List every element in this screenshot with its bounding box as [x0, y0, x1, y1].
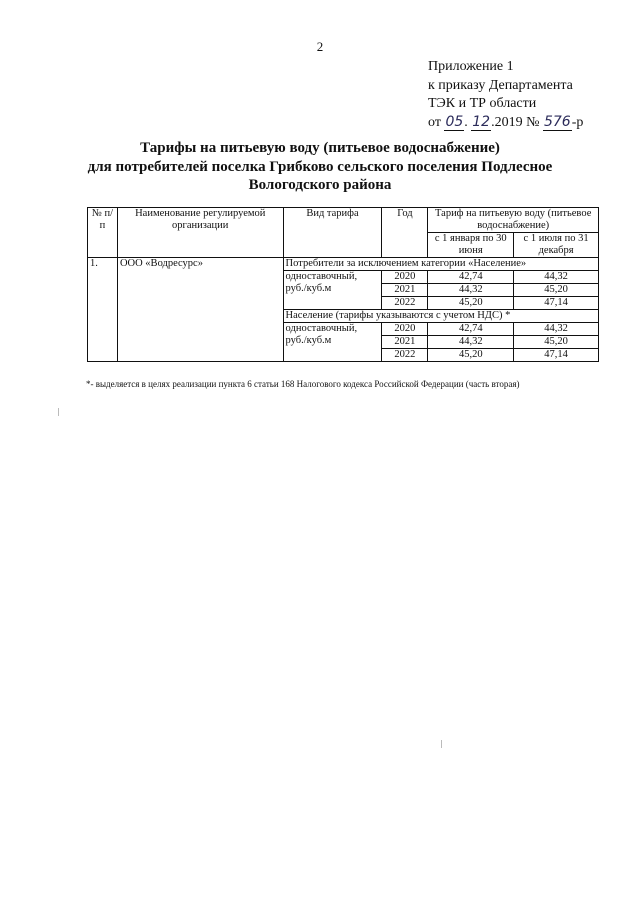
table-row [88, 258, 599, 271]
title-line-1: Тарифы на питьевую воду (питьевое водоснабжение) [140, 140, 500, 156]
tariff-table [87, 207, 599, 362]
value-cell: 45,20 [514, 284, 599, 297]
page-number: 2 [316, 39, 324, 54]
year-cell: 2020 [382, 323, 428, 336]
year-cell: 2020 [382, 271, 428, 284]
value-cell: 45,20 [428, 297, 514, 310]
value-cell: 47,14 [514, 297, 599, 310]
appendix-block [428, 58, 583, 132]
document-title [80, 139, 560, 195]
date-year: .2019 № [491, 114, 540, 130]
header-year: Год [382, 208, 428, 258]
order-number: 576 [543, 113, 571, 130]
value-cell: 44,32 [514, 323, 599, 336]
header-number: № п/п [88, 208, 118, 258]
value-cell: 44,32 [514, 271, 599, 284]
scan-mark [58, 408, 59, 416]
group-label-1: Потребители за исключением категории «Население» [283, 258, 598, 271]
value-cell: 42,74 [428, 271, 514, 284]
value-cell: 45,20 [428, 349, 514, 362]
appendix-line-2: к приказу Департамента [428, 77, 573, 93]
appendix-line-1: Приложение 1 [428, 59, 514, 74]
date-month: 12 [472, 113, 491, 130]
year-cell: 2021 [382, 284, 428, 297]
header-period-2: с 1 июля по 31 декабря [514, 233, 599, 258]
year-cell: 2022 [382, 297, 428, 310]
org-name: ООО «Водресурс» [117, 258, 283, 362]
header-type: Вид тарифа [283, 208, 382, 258]
value-cell: 44,32 [428, 284, 514, 297]
value-cell: 45,20 [514, 336, 599, 349]
value-cell: 47,14 [514, 349, 599, 362]
date-sep: . [464, 114, 468, 130]
header-tariff: Тариф на питьевую воду (питьевое водоснабжение) [428, 208, 599, 233]
value-cell: 42,74 [428, 323, 514, 336]
order-suffix: -р [571, 114, 584, 130]
year-cell: 2022 [382, 349, 428, 362]
date-day: 05 [445, 113, 464, 130]
group-label-2: Население (тарифы указываются с учетом НДС) * [283, 310, 598, 323]
row-number: 1. [88, 258, 118, 362]
footnote: *- выделяется в целях реализации пункта 6 статьи 168 Налогового кодекса Российской Федерации (часть вторая) [86, 379, 520, 389]
tariff-type-1: одноставочный, руб./куб.м [283, 271, 382, 310]
value-cell: 44,32 [428, 336, 514, 349]
date-prefix: от [428, 114, 441, 130]
title-line-3: Вологодского района [248, 177, 392, 193]
scan-mark [441, 740, 442, 748]
appendix-line-3: ТЭК и ТР области [428, 96, 537, 111]
title-line-2: для потребителей поселка Грибково сельского поселения Подлесное [87, 158, 553, 175]
header-period-1: с 1 января по 30 июня [428, 233, 514, 258]
year-cell: 2021 [382, 336, 428, 349]
appendix-date-line [428, 114, 583, 133]
header-org: Наименование регулируемой организации [117, 208, 283, 258]
tariff-type-2: одноставочный, руб./куб.м [283, 323, 382, 362]
